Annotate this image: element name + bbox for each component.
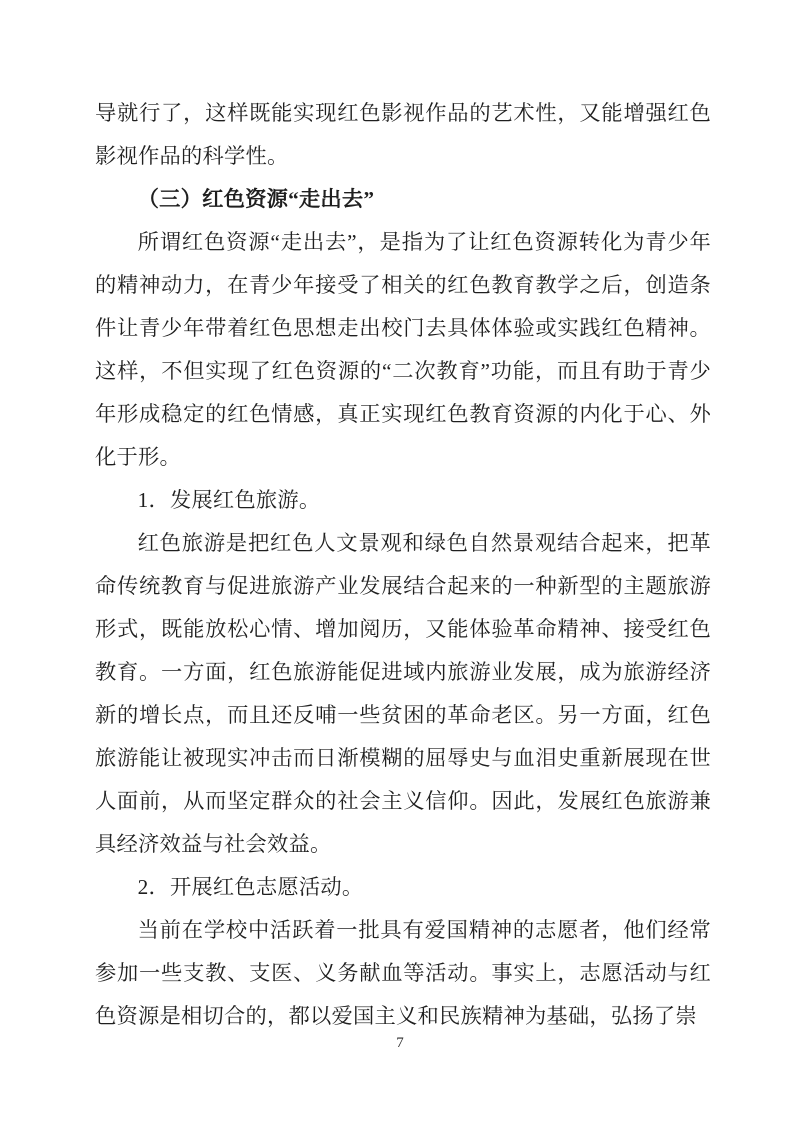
paragraph: 2．开展红色志愿活动。 xyxy=(137,875,364,899)
paragraph: 所谓红色资源“走出去”，是指为了让红色资源转化为青少年的精神动力，在青少年接受了相关的红色教育教学之后，创造条件让青少年带着红色思想走出校门去具体体验或实践红色精神。这样，不但实现了红色资源的“二次教育”功能，而且有助于青少年形成稳定的红色情感，真正实现红色教育资源的内化于心、外化于形。 xyxy=(95,230,711,469)
paragraph: 当前在学校中活跃着一批具有爱国精神的志愿者，他们经常参加一些支教、支医、义务献血等活动。事实上，志愿活动与红色资源是相切合的，都以爱国主义和民族精神为基础，弘扬了崇 xyxy=(95,918,711,1028)
section-heading: （三）红色资源“走出去” xyxy=(137,187,375,211)
paragraph: 导就行了，这样既能实现红色影视作品的艺术性，又能增强红色影视作品的科学性。 xyxy=(95,101,711,168)
page-number: 7 xyxy=(396,1035,404,1051)
page-footer xyxy=(0,1034,800,1052)
paragraph: 1．发展红色旅游。 xyxy=(137,488,321,512)
paragraph: 红色旅游是把红色人文景观和绿色自然景观结合起来，把革命传统教育与促进旅游产业发展结合起来的一种新型的主题旅游形式，既能放松心情、增加阅历，又能体验革命精神、接受红色教育。一方面，红色旅游能促进域内旅游业发展，成为旅游经济新的增长点，而且还反哺一些贫困的革命老区。另一方面，红色旅游能让被现实冲击而日渐模糊的屈辱史与血泪史重新展现在世人面前，从而坚定群众的社会主义信仰。因此，发展红色旅游兼具经济效益与社会效益。 xyxy=(95,531,711,856)
document-body xyxy=(95,92,711,1038)
